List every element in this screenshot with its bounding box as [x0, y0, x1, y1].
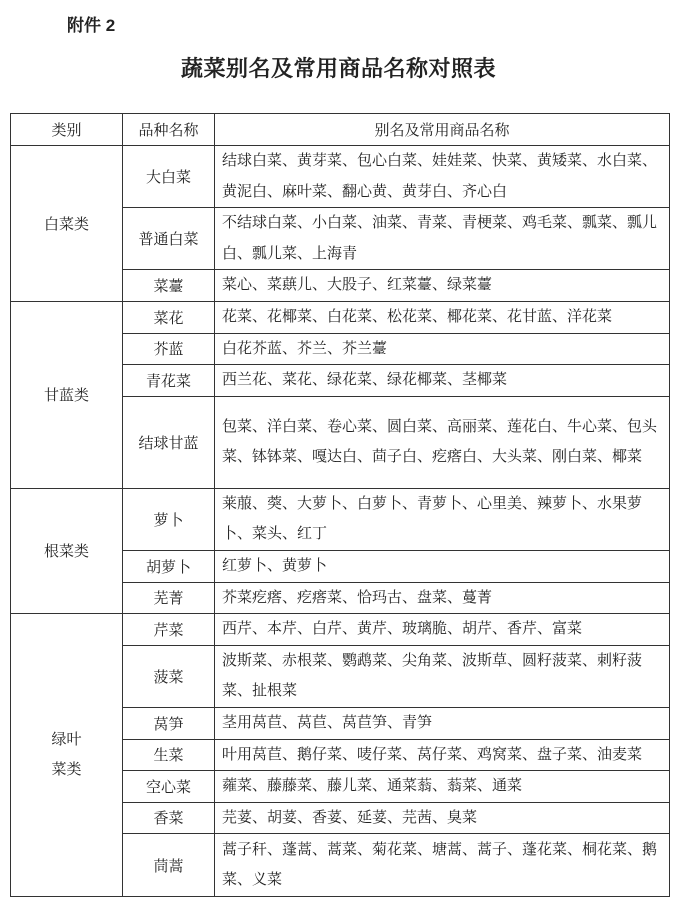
- category-cell: 根菜类: [11, 488, 123, 613]
- variety-cell: 茼蒿: [123, 834, 215, 897]
- variety-cell: 香菜: [123, 802, 215, 834]
- variety-cell: 菜花: [123, 301, 215, 333]
- variety-cell: 菠菜: [123, 645, 215, 707]
- variety-cell: 萝卜: [123, 488, 215, 550]
- variety-cell: 青花菜: [123, 365, 215, 397]
- header-category: 类别: [11, 114, 123, 146]
- variety-cell: 空心菜: [123, 771, 215, 803]
- alias-cell: 芫荽、胡荽、香荽、延荽、芫茜、臭菜: [215, 802, 670, 834]
- alias-cell: 菜心、菜蕻儿、大股子、红菜薹、绿菜薹: [215, 270, 670, 302]
- page-title: 蔬菜别名及常用商品名称对照表: [180, 56, 496, 81]
- alias-cell: 叶用莴苣、鹅仔菜、唛仔菜、莴仔菜、鸡窝菜、盘子菜、油麦菜: [215, 739, 670, 771]
- alias-cell: 莱菔、葖、大萝卜、白萝卜、青萝卜、心里美、辣萝卜、水果萝卜、菜头、红丁: [215, 488, 670, 550]
- variety-cell: 结球甘蓝: [123, 396, 215, 488]
- alias-cell: 波斯菜、赤根菜、鹦鹉菜、尖角菜、波斯草、圆籽菠菜、刺籽菠菜、扯根菜: [215, 645, 670, 707]
- vegetable-alias-table: [10, 113, 670, 897]
- alias-cell: 结球白菜、黄芽菜、包心白菜、娃娃菜、快菜、黄矮菜、水白菜、黄泥白、麻叶菜、翻心黄、黄芽白、齐心白: [215, 146, 670, 208]
- alias-cell: 芥菜疙瘩、疙瘩菜、恰玛古、盘菜、蔓菁: [215, 582, 670, 614]
- alias-cell: 花菜、花椰菜、白花菜、松花菜、椰花菜、花甘蓝、洋花菜: [215, 301, 670, 333]
- variety-cell: 芥蓝: [123, 333, 215, 365]
- variety-cell: 生菜: [123, 739, 215, 771]
- alias-cell: 西兰花、菜花、绿花菜、绿花椰菜、茎椰菜: [215, 365, 670, 397]
- table-row: [11, 488, 670, 550]
- category-name-line1: 绿叶: [51, 732, 82, 749]
- alias-cell: 白花芥蓝、芥兰、芥兰薹: [215, 333, 670, 365]
- category-name-line2: 菜类: [51, 762, 82, 779]
- header-variety: 品种名称: [123, 114, 215, 146]
- variety-cell: 普通白菜: [123, 208, 215, 270]
- header-row: [11, 114, 670, 146]
- variety-cell: 莴笋: [123, 707, 215, 739]
- alias-cell: 不结球白菜、小白菜、油菜、青菜、青梗菜、鸡毛菜、瓢菜、瓢儿白、瓢儿菜、上海青: [215, 208, 670, 270]
- variety-cell: 芹菜: [123, 614, 215, 646]
- variety-cell: 大白菜: [123, 146, 215, 208]
- attachment-label: 附件 2: [67, 16, 116, 35]
- alias-cell: 包菜、洋白菜、卷心菜、圆白菜、高丽菜、莲花白、牛心菜、包头菜、钵钵菜、嘎达白、茴子白、疙瘩白、大头菜、刚白菜、椰菜: [215, 396, 670, 488]
- table-row: [11, 301, 670, 333]
- header-aliases: 别名及常用商品名称: [215, 114, 670, 146]
- alias-cell: 茎用莴苣、莴苣、莴苣笋、青笋: [215, 707, 670, 739]
- table-row: [11, 146, 670, 208]
- category-cell: 白菜类: [11, 146, 123, 302]
- table-row: [11, 614, 670, 646]
- category-cell: 甘蓝类: [11, 301, 123, 488]
- alias-cell: 蕹菜、藤藤菜、藤儿菜、通菜蓊、蓊菜、通菜: [215, 771, 670, 803]
- variety-cell: 菜薹: [123, 270, 215, 302]
- variety-cell: 芜菁: [123, 582, 215, 614]
- alias-cell: 蒿子秆、蓬蒿、蒿菜、菊花菜、塘蒿、蒿子、蓬花菜、桐花菜、鹅菜、义菜: [215, 834, 670, 897]
- category-cell: [11, 614, 123, 897]
- variety-cell: 胡萝卜: [123, 550, 215, 582]
- alias-cell: 红萝卜、黄萝卜: [215, 550, 670, 582]
- alias-cell: 西芹、本芹、白芹、黄芹、玻璃脆、胡芹、香芹、富菜: [215, 614, 670, 646]
